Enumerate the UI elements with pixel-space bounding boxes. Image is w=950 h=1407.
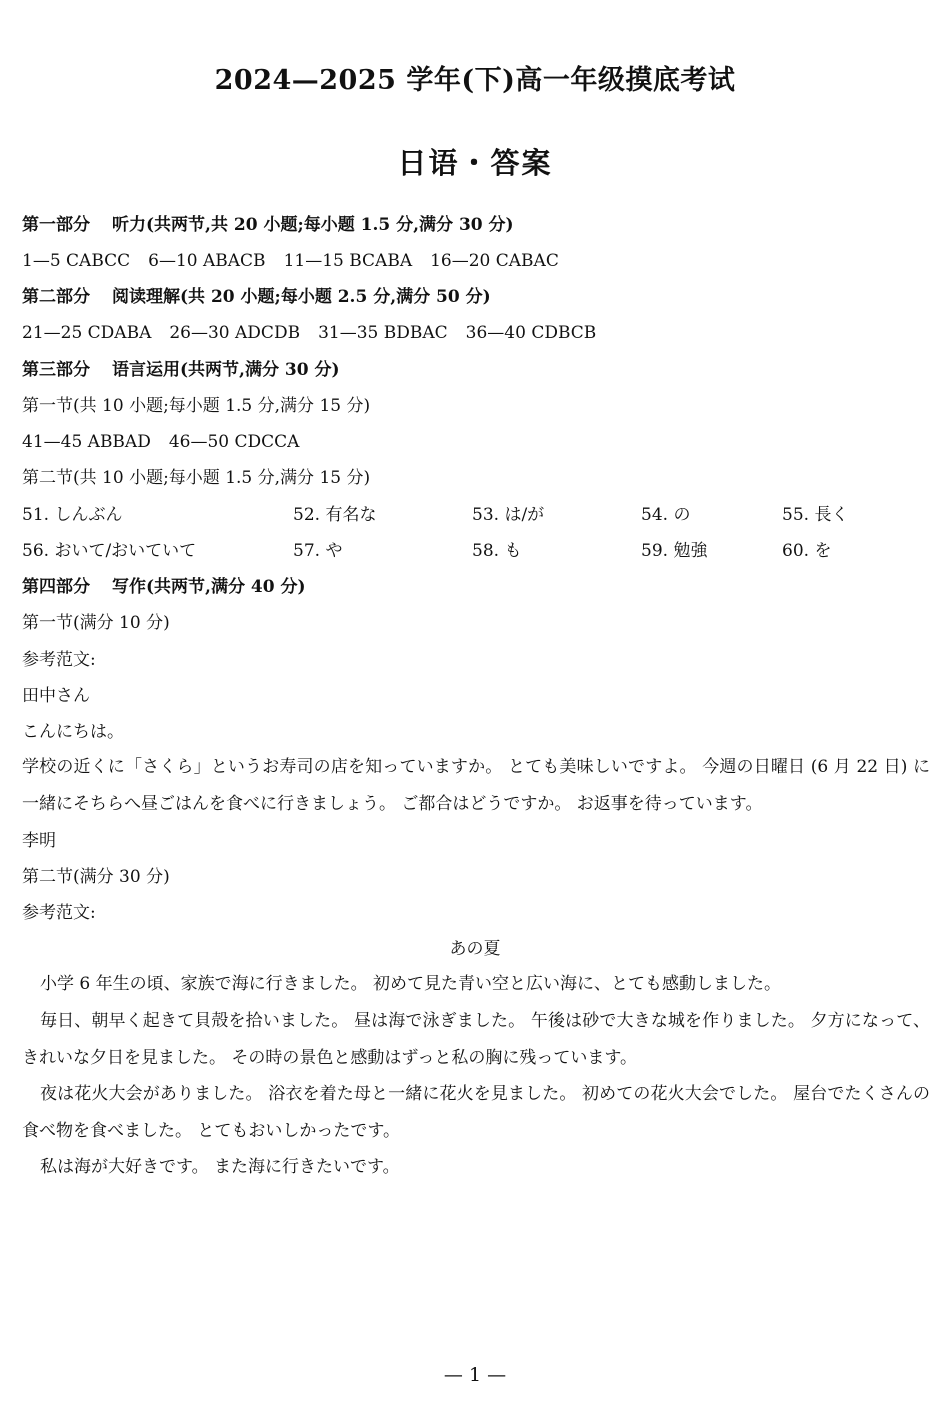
part3-section1-desc: 第一节(共 10 小题;每小题 1.5 分,满分 15 分): [22, 396, 371, 416]
answer-group: 26—30 ADCDB: [169, 323, 301, 343]
answer-group: 16—20 CABAC: [430, 251, 559, 271]
letter-greeting: こんにちは。: [22, 722, 124, 742]
answer-group: 46—50 CDCCA: [168, 432, 300, 452]
part3-section1-answers: [22, 429, 317, 455]
answer-group: 11—15 BCABA: [283, 251, 413, 271]
essay-title: あの夏: [449, 939, 501, 959]
fill-answer: 59. 勉強: [641, 541, 708, 561]
answer-group: 36—40 CDBCB: [465, 323, 597, 343]
letter-body: 学校の近くに「さくら」というお寿司の店を知っていますか。 とても美味しいですよ。 今週の日曜日 (6 月 22 日) に一緒にそちらへ昼ごはんを食べに行きましょう。 ご都合はどうですか。 お返事を待っています。: [22, 757, 930, 814]
essay-paragraph-3: 夜は花火大会がありました。 浴衣を着た母と一緒に花火を見ました。 初めての花火大会でした。 屋台でたくさんの食べ物を食べました。 とてもおいしかったです。: [22, 1084, 930, 1141]
fill-answer: 53. は/が: [472, 505, 545, 525]
answer-group: 6—10 ABACB: [148, 251, 266, 271]
part4-heading: [22, 574, 306, 600]
essay-paragraph-4: 私は海が大好きです。 また海に行きたいです。: [40, 1157, 400, 1177]
page-number: — 1 —: [443, 1364, 507, 1386]
part3-heading: [22, 357, 340, 383]
part4-title: 第四部分: [22, 577, 90, 597]
fill-answer: 56. おいて/おいていて: [22, 541, 197, 561]
letter-recipient: 田中さん: [22, 686, 90, 706]
subject-title: 日语・答案: [397, 146, 553, 180]
reference-label: 参考范文:: [22, 903, 96, 923]
fill-answer: 54. の: [641, 505, 691, 525]
part3-title: 第三部分: [22, 360, 90, 380]
part3-section2-desc: 第二节(共 10 小题;每小题 1.5 分,满分 15 分): [22, 468, 371, 488]
part1-desc: 听力(共两节,共 20 小题;每小题 1.5 分,满分 30 分): [112, 215, 514, 235]
answer-group: 31—35 BDBAC: [318, 323, 448, 343]
part1-title: 第一部分: [22, 215, 90, 235]
part2-title: 第二部分: [22, 287, 90, 307]
fill-answer: 58. も: [472, 541, 522, 561]
part4-section2-desc: 第二节(满分 30 分): [22, 867, 170, 887]
exam-title: 2024—2025 学年(下)高一年级摸底考试: [214, 65, 736, 96]
fill-answer: 60. を: [782, 541, 832, 561]
part2-desc: 阅读理解(共 20 小题;每小题 2.5 分,满分 50 分): [112, 287, 491, 307]
reference-label: 参考范文:: [22, 650, 96, 670]
fill-answer: 57. や: [293, 541, 343, 561]
part4-section1-desc: 第一节(满分 10 分): [22, 613, 170, 633]
essay-paragraph-1: 小学 6 年生の頃、家族で海に行きました。 初めて見た青い空と広い海に、とても感動しました。: [40, 974, 782, 994]
part2-heading: [22, 284, 491, 310]
fill-answer: 52. 有名な: [293, 505, 377, 525]
answer-group: 41—45 ABBAD: [22, 432, 151, 452]
answer-group: 21—25 CDABA: [22, 323, 152, 343]
part3-desc: 语言运用(共两节,满分 30 分): [112, 360, 340, 380]
fill-answer: 55. 長く: [782, 505, 849, 525]
essay-paragraph-2: 毎日、朝早く起きて貝殻を拾いました。 昼は海で泳ぎました。 午後は砂で大きな城を作りました。 夕方になって、きれいな夕日を見ました。 その時の景色と感動はずっと私の胸に残っています。: [22, 1011, 930, 1068]
fill-answer: 51. しんぶん: [22, 505, 123, 525]
answer-group: 1—5 CABCC: [22, 251, 131, 271]
letter-signature: 李明: [22, 831, 56, 851]
part1-heading: [22, 212, 514, 238]
part2-answers: [22, 320, 614, 346]
part1-answers: [22, 248, 577, 274]
part4-desc: 写作(共两节,满分 40 分): [112, 577, 306, 597]
